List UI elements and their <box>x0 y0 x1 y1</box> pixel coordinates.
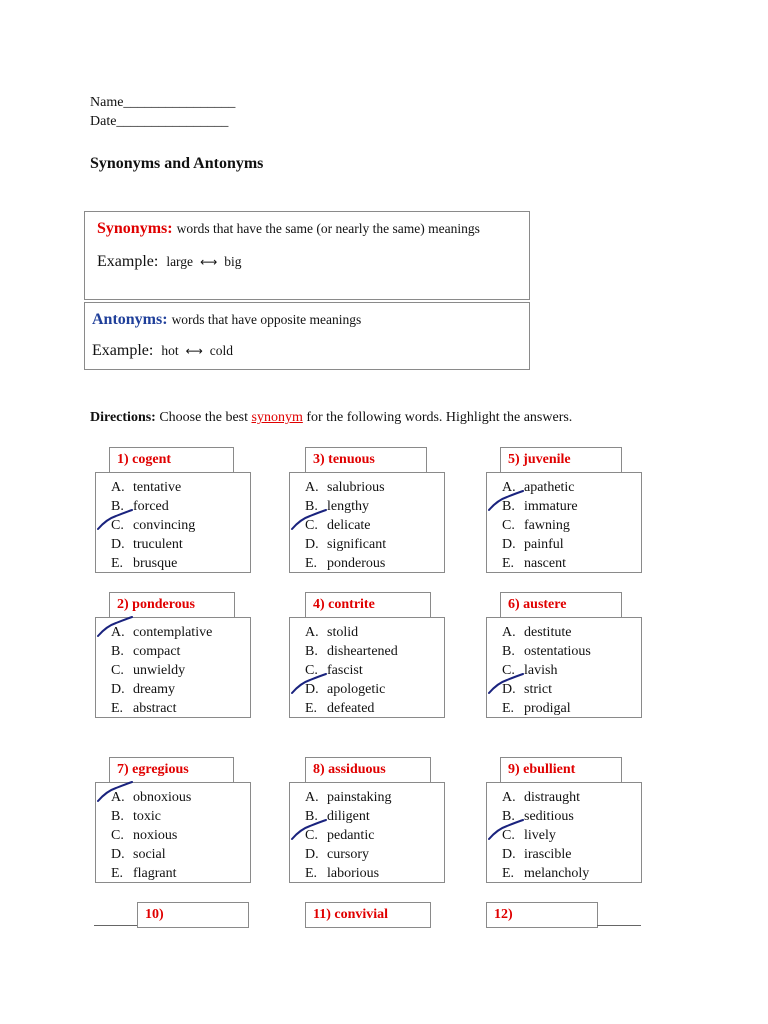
question-10-label: 10) <box>137 902 249 928</box>
question-label: 6) austere <box>500 592 622 618</box>
option-word: prodigal <box>524 701 571 716</box>
option-word: destitute <box>524 625 572 640</box>
option-letter: C. <box>305 663 318 678</box>
option-letter: C. <box>111 518 124 533</box>
option-letter: A. <box>305 625 319 640</box>
answer-option[interactable] <box>487 807 641 826</box>
option-word: forced <box>133 499 169 514</box>
option-word: pedantic <box>327 828 375 843</box>
question-label: 5) juvenile <box>500 447 622 473</box>
options-list <box>487 473 641 573</box>
option-letter: A. <box>502 480 516 495</box>
option-letter: E. <box>111 701 124 716</box>
option-word: lavish <box>524 663 558 678</box>
date-field-label: Date________________ <box>90 114 229 129</box>
option-letter: A. <box>502 790 516 805</box>
option-word: contemplative <box>133 625 213 640</box>
answer-option[interactable] <box>96 516 250 535</box>
directions-label: Directions: <box>90 410 156 425</box>
answer-option[interactable] <box>487 535 641 554</box>
option-letter: B. <box>111 644 124 659</box>
option-letter: C. <box>111 828 124 843</box>
option-word: social <box>133 847 166 862</box>
option-letter: A. <box>111 790 125 805</box>
answer-option[interactable] <box>290 826 444 845</box>
option-word: convincing <box>133 518 196 533</box>
option-word: strict <box>524 682 552 697</box>
answer-option[interactable] <box>487 680 641 699</box>
answer-option[interactable] <box>96 699 250 718</box>
option-word: tentative <box>133 480 182 495</box>
option-word: significant <box>327 537 387 552</box>
option-word: stolid <box>327 625 359 640</box>
directions-keyword: synonym <box>251 410 303 425</box>
option-word: nascent <box>524 556 566 571</box>
synonyms-definition: words that have the same (or nearly the same) meanings <box>176 221 480 236</box>
synonyms-example-word-b: big <box>224 254 242 269</box>
option-word: truculent <box>133 537 183 552</box>
question-label: 3) tenuous <box>305 447 427 473</box>
question-options-box <box>95 617 251 718</box>
answer-option[interactable] <box>96 535 250 554</box>
synonyms-definition-box <box>84 211 530 300</box>
answer-option[interactable] <box>96 788 250 807</box>
directions-text <box>90 410 572 426</box>
synonyms-term: Synonyms: <box>97 220 173 237</box>
option-word: obnoxious <box>133 790 192 805</box>
question-options-box <box>289 472 445 573</box>
option-letter: D. <box>502 682 516 697</box>
option-word: fawning <box>524 518 570 533</box>
option-letter: A. <box>111 625 125 640</box>
question-options-box <box>486 617 642 718</box>
answer-option[interactable] <box>487 864 641 883</box>
answer-option[interactable] <box>487 642 641 661</box>
answer-option[interactable] <box>290 699 444 718</box>
question-options-box <box>289 782 445 883</box>
options-list <box>96 473 250 573</box>
option-letter: B. <box>502 644 515 659</box>
option-word: disheartened <box>327 644 398 659</box>
question-12-label: 12) <box>486 902 598 928</box>
option-word: salubrious <box>327 480 385 495</box>
option-letter: D. <box>305 537 319 552</box>
question-11-label: 11) convivial <box>305 902 431 928</box>
question-options-box <box>486 782 642 883</box>
question-label: 9) ebullient <box>500 757 622 783</box>
option-letter: D. <box>305 682 319 697</box>
option-word: laborious <box>327 866 380 881</box>
option-letter: D. <box>111 682 125 697</box>
synonyms-example-label: Example: <box>97 253 159 270</box>
option-letter: E. <box>502 866 515 881</box>
option-letter: A. <box>305 790 319 805</box>
antonyms-definition-box <box>84 302 530 370</box>
double-arrow-icon: ⟷ <box>200 255 218 269</box>
answer-option[interactable] <box>96 497 250 516</box>
answer-option[interactable] <box>96 864 250 883</box>
option-word: lengthy <box>327 499 369 514</box>
options-list <box>290 473 444 573</box>
option-letter: B. <box>111 499 124 514</box>
answer-option[interactable] <box>290 535 444 554</box>
answer-option[interactable] <box>487 699 641 718</box>
answer-option[interactable] <box>290 680 444 699</box>
answer-option[interactable] <box>96 661 250 680</box>
antonyms-term: Antonyms: <box>92 311 168 328</box>
directions-before: Choose the best <box>159 410 248 425</box>
answer-option[interactable] <box>96 826 250 845</box>
options-list <box>290 783 444 883</box>
option-letter: A. <box>305 480 319 495</box>
question-options-box <box>486 472 642 573</box>
answer-option[interactable] <box>96 623 250 642</box>
option-letter: E. <box>111 866 124 881</box>
question-options-box <box>95 472 251 573</box>
answer-rule <box>597 925 641 926</box>
answer-option[interactable] <box>290 807 444 826</box>
option-letter: B. <box>502 499 515 514</box>
synonyms-example-word-a: large <box>166 254 194 269</box>
page-title: Synonyms and Antonyms <box>90 155 264 172</box>
option-word: irascible <box>524 847 572 862</box>
answer-option[interactable] <box>96 807 250 826</box>
option-word: apologetic <box>327 682 386 697</box>
question-label: 4) contrite <box>305 592 431 618</box>
double-arrow-icon: ⟷ <box>185 344 203 358</box>
answer-option[interactable] <box>487 661 641 680</box>
option-word: abstract <box>133 701 177 716</box>
option-word: painful <box>524 537 564 552</box>
option-letter: E. <box>502 701 515 716</box>
options-list <box>96 783 250 883</box>
question-label: 1) cogent <box>109 447 234 473</box>
option-letter: B. <box>305 499 318 514</box>
antonyms-example-word-b: cold <box>209 343 234 358</box>
options-list <box>487 783 641 883</box>
option-word: ostentatious <box>524 644 591 659</box>
option-word: distraught <box>524 790 580 805</box>
option-letter: C. <box>502 518 515 533</box>
options-list <box>96 618 250 718</box>
antonyms-definition: words that have opposite meanings <box>171 312 362 327</box>
option-letter: C. <box>305 518 318 533</box>
option-letter: E. <box>111 556 124 571</box>
option-letter: A. <box>111 480 125 495</box>
option-letter: C. <box>111 663 124 678</box>
option-word: unwieldy <box>133 663 186 678</box>
answer-option[interactable] <box>290 845 444 864</box>
option-letter: E. <box>305 556 318 571</box>
option-word: painstaking <box>327 790 392 805</box>
answer-option[interactable] <box>290 554 444 573</box>
answer-option[interactable] <box>290 478 444 497</box>
option-letter: C. <box>502 828 515 843</box>
option-letter: B. <box>502 809 515 824</box>
option-word: noxious <box>133 828 178 843</box>
option-word: lively <box>524 828 556 843</box>
option-letter: D. <box>305 847 319 862</box>
answer-option[interactable] <box>96 554 250 573</box>
option-word: fascist <box>327 663 363 678</box>
answer-option[interactable] <box>487 497 641 516</box>
option-letter: D. <box>502 847 516 862</box>
answer-option[interactable] <box>96 845 250 864</box>
question-options-box <box>289 617 445 718</box>
question-label: 2) ponderous <box>109 592 235 618</box>
option-letter: B. <box>305 644 318 659</box>
option-word: flagrant <box>133 866 177 881</box>
question-options-box <box>95 782 251 883</box>
option-word: toxic <box>133 809 161 824</box>
option-letter: D. <box>111 847 125 862</box>
option-letter: B. <box>305 809 318 824</box>
answer-option[interactable] <box>487 826 641 845</box>
option-word: defeated <box>327 701 375 716</box>
answer-option[interactable] <box>96 680 250 699</box>
answer-option[interactable] <box>96 642 250 661</box>
option-word: delicate <box>327 518 371 533</box>
option-word: apathetic <box>524 480 575 495</box>
name-field-label: Name________________ <box>90 95 236 110</box>
option-letter: D. <box>111 537 125 552</box>
answer-option[interactable] <box>290 497 444 516</box>
answer-option[interactable] <box>290 642 444 661</box>
option-word: compact <box>133 644 181 659</box>
option-letter: B. <box>111 809 124 824</box>
answer-option[interactable] <box>290 864 444 883</box>
option-letter: C. <box>305 828 318 843</box>
antonyms-example-label: Example: <box>92 342 154 359</box>
option-word: melancholy <box>524 866 590 881</box>
option-word: immature <box>524 499 578 514</box>
answer-option[interactable] <box>290 623 444 642</box>
answer-option[interactable] <box>290 788 444 807</box>
directions-after: for the following words. Highlight the answers. <box>306 410 573 425</box>
answer-option[interactable] <box>290 661 444 680</box>
option-word: cursory <box>327 847 369 862</box>
option-word: brusque <box>133 556 178 571</box>
question-label: 8) assiduous <box>305 757 431 783</box>
answer-option[interactable] <box>96 478 250 497</box>
options-list <box>487 618 641 718</box>
option-letter: D. <box>502 537 516 552</box>
question-label: 7) egregious <box>109 757 234 783</box>
answer-option[interactable] <box>487 788 641 807</box>
option-letter: E. <box>305 701 318 716</box>
answer-option[interactable] <box>290 516 444 535</box>
option-word: seditious <box>524 809 574 824</box>
option-letter: A. <box>502 625 516 640</box>
answer-option[interactable] <box>487 554 641 573</box>
answer-option[interactable] <box>487 845 641 864</box>
answer-rule <box>94 925 138 926</box>
antonyms-example-word-a: hot <box>161 343 179 358</box>
option-letter: E. <box>305 866 318 881</box>
answer-option[interactable] <box>487 478 641 497</box>
option-letter: C. <box>502 663 515 678</box>
option-word: dreamy <box>133 682 175 697</box>
option-word: ponderous <box>327 556 386 571</box>
answer-option[interactable] <box>487 623 641 642</box>
option-letter: E. <box>502 556 515 571</box>
answer-option[interactable] <box>487 516 641 535</box>
options-list <box>290 618 444 718</box>
option-word: diligent <box>327 809 370 824</box>
